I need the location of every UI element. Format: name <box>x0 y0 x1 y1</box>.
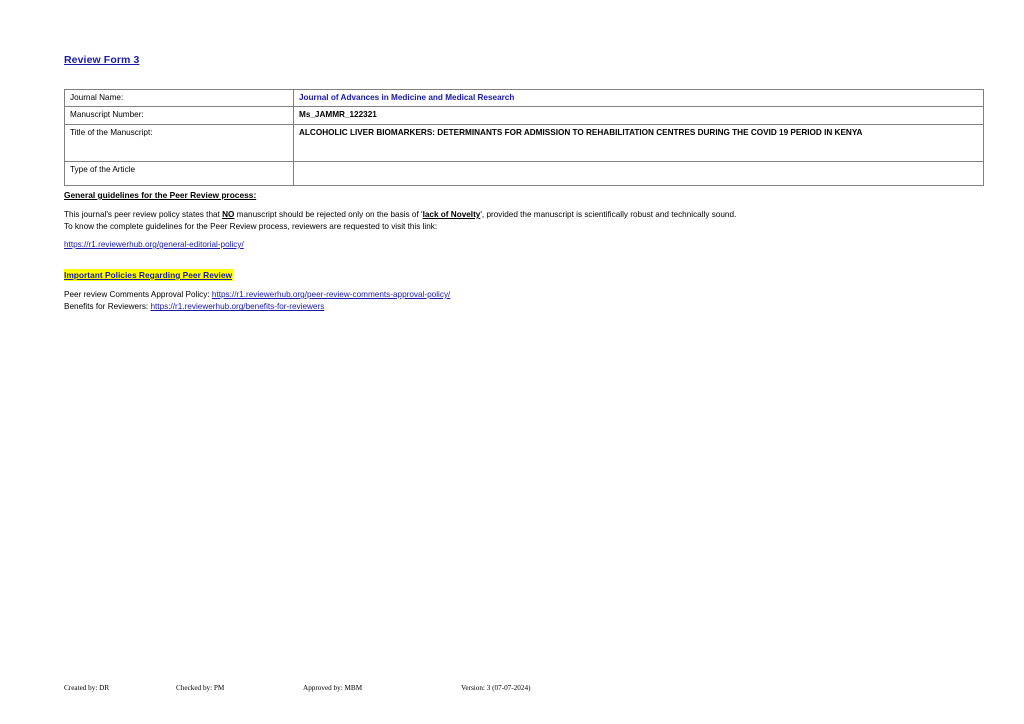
guidelines-text-after: ', provided the manuscript is scientifically robust and technically sound. <box>480 210 737 219</box>
guidelines-text-middle: manuscript should be rejected only on the basis of ' <box>234 210 423 219</box>
benefits-for-reviewers-link[interactable]: https://r1.reviewerhub.org/benefits-for-reviewers <box>150 302 325 312</box>
manuscript-title-value: ALCOHOLIC LIVER BIOMARKERS: DETERMINANTS FOR ADMISSION TO REHABILITATION CENTRES DURING THE COVID 19 PERIOD IN KENYA <box>294 124 984 161</box>
approval-policy-link[interactable]: https://r1.reviewerhub.org/peer-review-comments-approval-policy/ <box>211 290 451 299</box>
guidelines-text-before: This journal's peer review policy states that <box>64 210 223 219</box>
general-editorial-policy-link[interactable]: https://r1.reviewerhub.org/general-editorial-policy/ <box>64 240 244 249</box>
table-row <box>65 161 984 185</box>
footer-created-by: Created by: DR <box>64 684 110 692</box>
guidelines-emphasis-no: NO <box>222 210 235 219</box>
manuscript-metadata-table <box>64 89 984 186</box>
general-guidelines-heading: General guidelines for the Peer Review process: <box>64 190 257 200</box>
benefits-label: Benefits for Reviewers: <box>64 302 151 312</box>
footer-approved-by: Approved by: MBM <box>303 684 363 692</box>
article-type-value <box>294 161 984 185</box>
guidelines-line-2: To know the complete guidelines for the Peer Review process, reviewers are requested to visit this link: <box>64 221 438 231</box>
manuscript-number-label: Manuscript Number: <box>65 107 294 124</box>
journal-name-label: Journal Name: <box>65 90 294 107</box>
footer-version: Version: 3 (07-07-2024) <box>461 684 531 692</box>
page-title: Review Form 3 <box>64 54 140 66</box>
approval-policy-label: Peer review Comments Approval Policy: <box>64 290 212 299</box>
footer-checked-by: Checked by: PM <box>176 684 225 692</box>
manuscript-title-label: Title of the Manuscript: <box>65 124 294 161</box>
manuscript-number-value: Ms_JAMMR_122321 <box>294 107 984 124</box>
general-guidelines-paragraph <box>64 209 864 233</box>
table-row <box>65 124 984 161</box>
table-row <box>65 90 984 107</box>
policies-links-block <box>64 289 450 314</box>
article-type-label: Type of the Article <box>65 161 294 185</box>
important-policies-heading: Important Policies Regarding Peer Review <box>64 270 233 280</box>
table-row <box>65 107 984 124</box>
guidelines-emphasis-novelty: lack of Novelty <box>422 210 481 219</box>
journal-name-value: Journal of Advances in Medicine and Medical Research <box>294 90 984 107</box>
